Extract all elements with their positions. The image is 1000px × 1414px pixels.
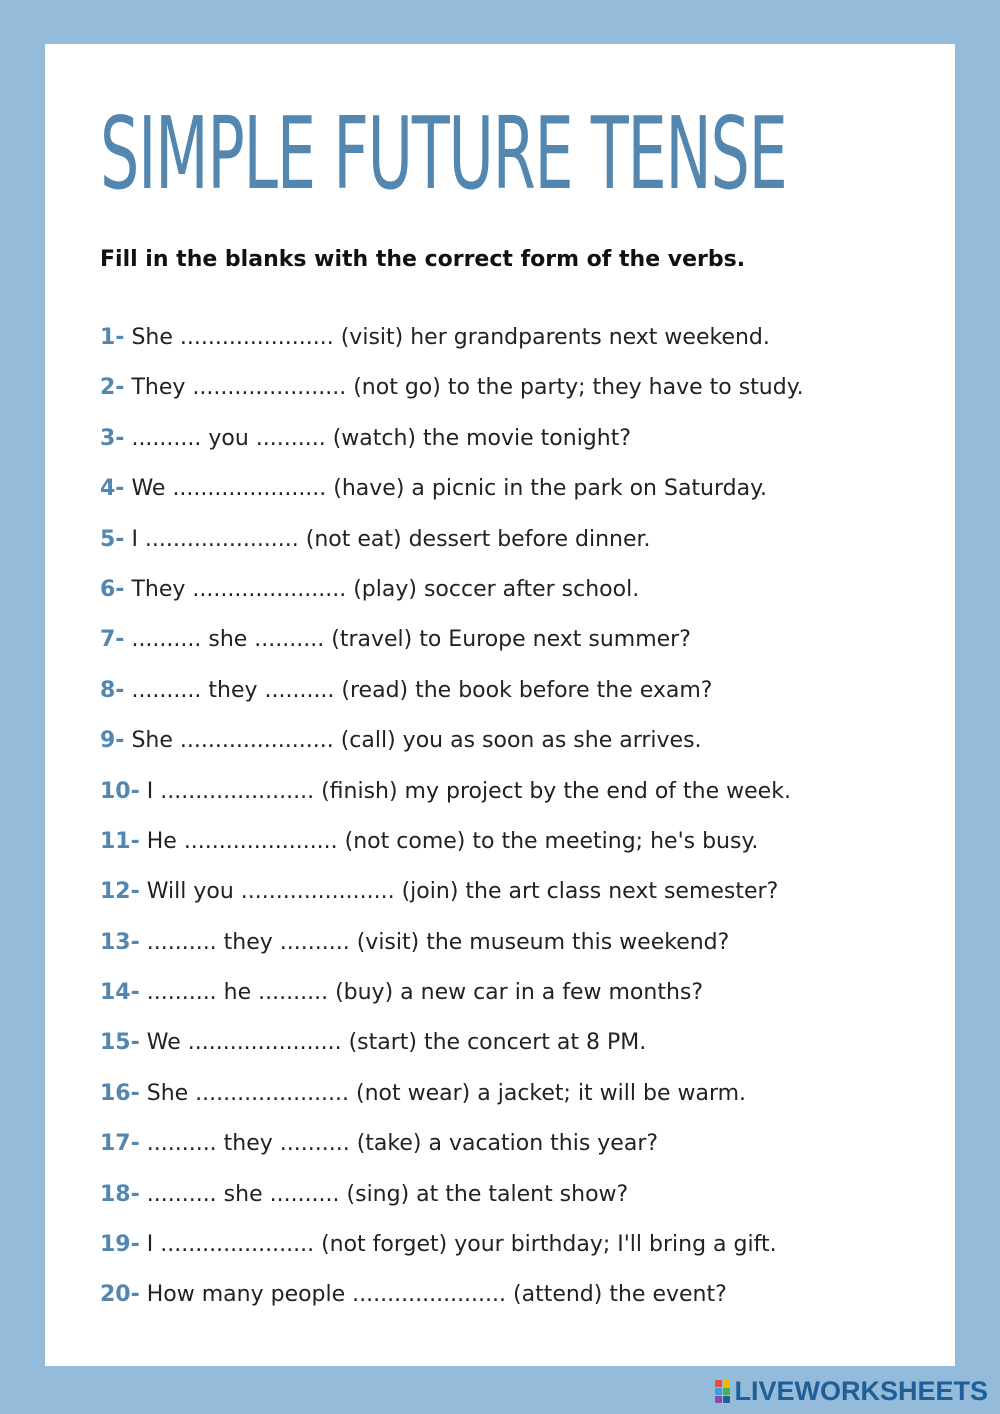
question-number: 9-: [100, 728, 125, 754]
question-text: They ...................... (play) soccer after school.: [124, 576, 640, 602]
question-item: [100, 522, 804, 572]
logo-text: LIVEWORKSHEETS: [734, 1376, 988, 1406]
question-item: [100, 925, 804, 975]
question-number: 6-: [100, 576, 125, 602]
question-item: [100, 673, 804, 723]
question-text: .......... he .......... (buy) a new car in a few months?: [139, 980, 704, 1006]
question-item: [100, 874, 804, 924]
question-item: [100, 1126, 804, 1176]
question-item: [100, 370, 804, 420]
question-text: .......... they .......... (visit) the museum this weekend?: [139, 929, 730, 955]
question-text: We ...................... (have) a picnic in the park on Saturday.: [124, 476, 767, 502]
page-title: SIMPLE FUTURE TENSE: [100, 95, 787, 212]
question-text: I ...................... (finish) my project by the end of the week.: [139, 778, 791, 804]
question-number: 16-: [100, 1080, 140, 1106]
question-number: 1-: [100, 325, 125, 350]
worksheet-page: [45, 44, 955, 1366]
question-item: [100, 1076, 804, 1126]
question-text: .......... you .......... (watch) the movie tonight?: [124, 425, 632, 451]
question-item: [100, 723, 804, 773]
question-item: [100, 421, 804, 471]
question-number: 4-: [100, 476, 125, 502]
question-item: [100, 622, 804, 672]
liveworksheets-logo: [715, 1376, 988, 1406]
question-text: I ...................... (not eat) dessert before dinner.: [124, 526, 651, 552]
question-item: [100, 1025, 804, 1075]
question-text: He ...................... (not come) to the meeting; he's busy.: [139, 828, 759, 854]
question-text: .......... she .......... (sing) at the talent show?: [139, 1181, 629, 1207]
question-item: [100, 471, 804, 521]
question-item: [100, 1177, 804, 1227]
question-number: 19-: [100, 1232, 140, 1258]
question-number: 12-: [100, 879, 140, 905]
question-number: 15-: [100, 1030, 140, 1056]
question-number: 7-: [100, 627, 125, 653]
question-text: I ...................... (not forget) your birthday; I'll bring a gift.: [139, 1232, 777, 1258]
question-item: [100, 824, 804, 874]
question-text: They ...................... (not go) to the party; they have to study.: [124, 375, 804, 401]
question-number: 11-: [100, 828, 140, 854]
question-item: [100, 572, 804, 622]
question-text: Will you ...................... (join) the art class next semester?: [139, 879, 779, 905]
question-item: [100, 1277, 804, 1327]
question-number: 8-: [100, 677, 125, 703]
question-text: She ...................... (not wear) a jacket; it will be warm.: [139, 1080, 747, 1106]
question-text: How many people ...................... (attend) the event?: [139, 1282, 727, 1308]
question-number: 13-: [100, 929, 140, 955]
question-text: She ...................... (visit) her grandparents next weekend.: [124, 325, 770, 350]
question-text: .......... they .......... (read) the book before the exam?: [124, 677, 713, 703]
question-number: 14-: [100, 980, 140, 1006]
question-item: [100, 1227, 804, 1277]
question-number: 18-: [100, 1181, 140, 1207]
question-text: We ...................... (start) the concert at 8 PM.: [139, 1030, 647, 1056]
question-number: 3-: [100, 425, 125, 451]
question-number: 17-: [100, 1131, 140, 1157]
question-item: [100, 975, 804, 1025]
question-number: 10-: [100, 778, 140, 804]
question-number: 20-: [100, 1282, 140, 1308]
instructions: Fill in the blanks with the correct form of the verbs.: [100, 247, 746, 272]
question-text: .......... she .......... (travel) to Europe next summer?: [124, 627, 691, 653]
question-text: .......... they .......... (take) a vacation this year?: [139, 1131, 659, 1157]
question-item: [100, 774, 804, 824]
question-number: 2-: [100, 375, 125, 401]
question-list: [100, 320, 804, 1328]
question-number: 5-: [100, 526, 125, 552]
question-text: She ...................... (call) you as soon as she arrives.: [124, 728, 702, 754]
question-item: [100, 320, 804, 370]
logo-squares-icon: [715, 1380, 730, 1403]
